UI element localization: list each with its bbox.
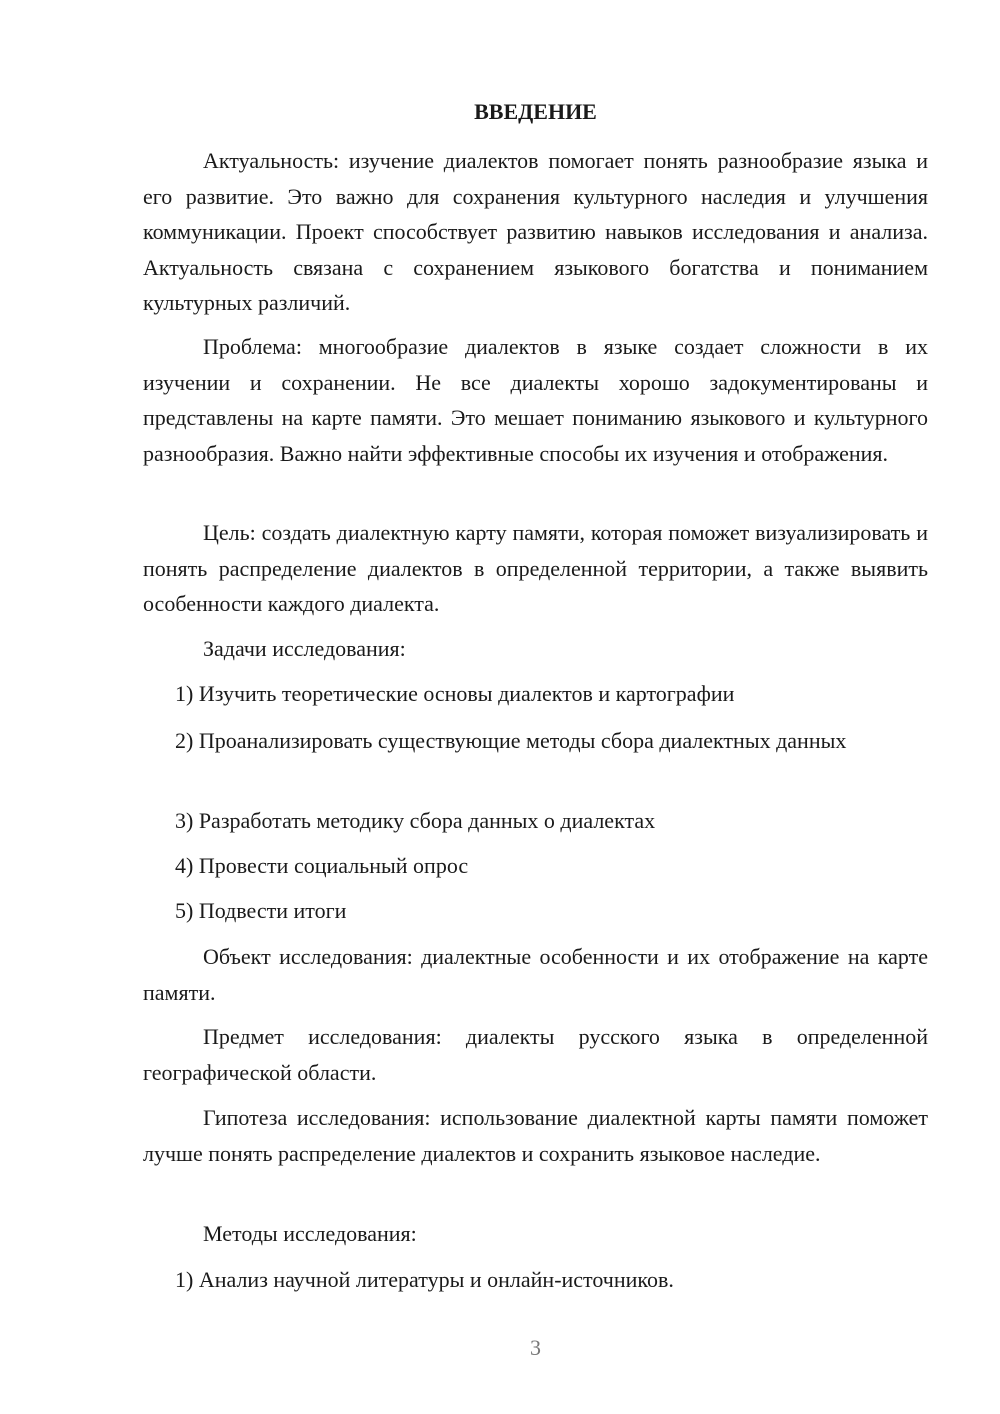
relevance-paragraph: Актуальность: изучение диалектов помогает понять разнообразие языка и его развитие. Это важно для сохранения культурного наследия и улучшения коммуникации. Проект способствует развитию навыков исследования и анализа. Актуальность связана с сохранением языкового богатства и пониманием культурных различий. xyxy=(143,148,928,316)
task-item-3: 3) Разработать методику сбора данных о диалектах xyxy=(175,808,656,833)
task-item-5: 5) Подвести итоги xyxy=(175,898,347,923)
hypothesis-paragraph: Гипотеза исследования: использование диалектной карты памяти поможет лучше понять распределение диалектов и сохранить языковое наследие. xyxy=(143,1105,928,1166)
problem-paragraph: Проблема: многообразие диалектов в языке создает сложности в их изучении и сохранении. Не все диалекты хорошо задокументированы и представлены на карте памяти. Это мешает пониманию языкового и культурного разнообразия. Важно найти эффективные способы их изучения и отображения. xyxy=(143,334,928,466)
object-paragraph: Объект исследования: диалектные особенности и их отображение на карте памяти. xyxy=(143,944,928,1005)
goal-paragraph: Цель: создать диалектную карту памяти, которая поможет визуализировать и понять распределение диалектов в определенной территории, а также выявить особенности каждого диалекта. xyxy=(143,520,928,617)
task-item-2: 2) Проанализировать существующие методы сбора диалектных данных xyxy=(175,728,847,753)
methods-heading: Методы исследования: xyxy=(203,1221,417,1246)
task-item-1: 1) Изучить теоретические основы диалектов и картографии xyxy=(175,681,735,706)
method-item-1: 1) Анализ научной литературы и онлайн-источников. xyxy=(175,1267,674,1292)
document-page xyxy=(143,0,928,1414)
tasks-heading: Задачи исследования: xyxy=(203,636,406,661)
page-title: ВВЕДЕНИЕ xyxy=(474,99,597,124)
subject-paragraph: Предмет исследования: диалекты русского языка в определенной географической области. xyxy=(143,1024,928,1085)
task-item-4: 4) Провести социальный опрос xyxy=(175,853,469,878)
page-number: 3 xyxy=(530,1335,541,1360)
